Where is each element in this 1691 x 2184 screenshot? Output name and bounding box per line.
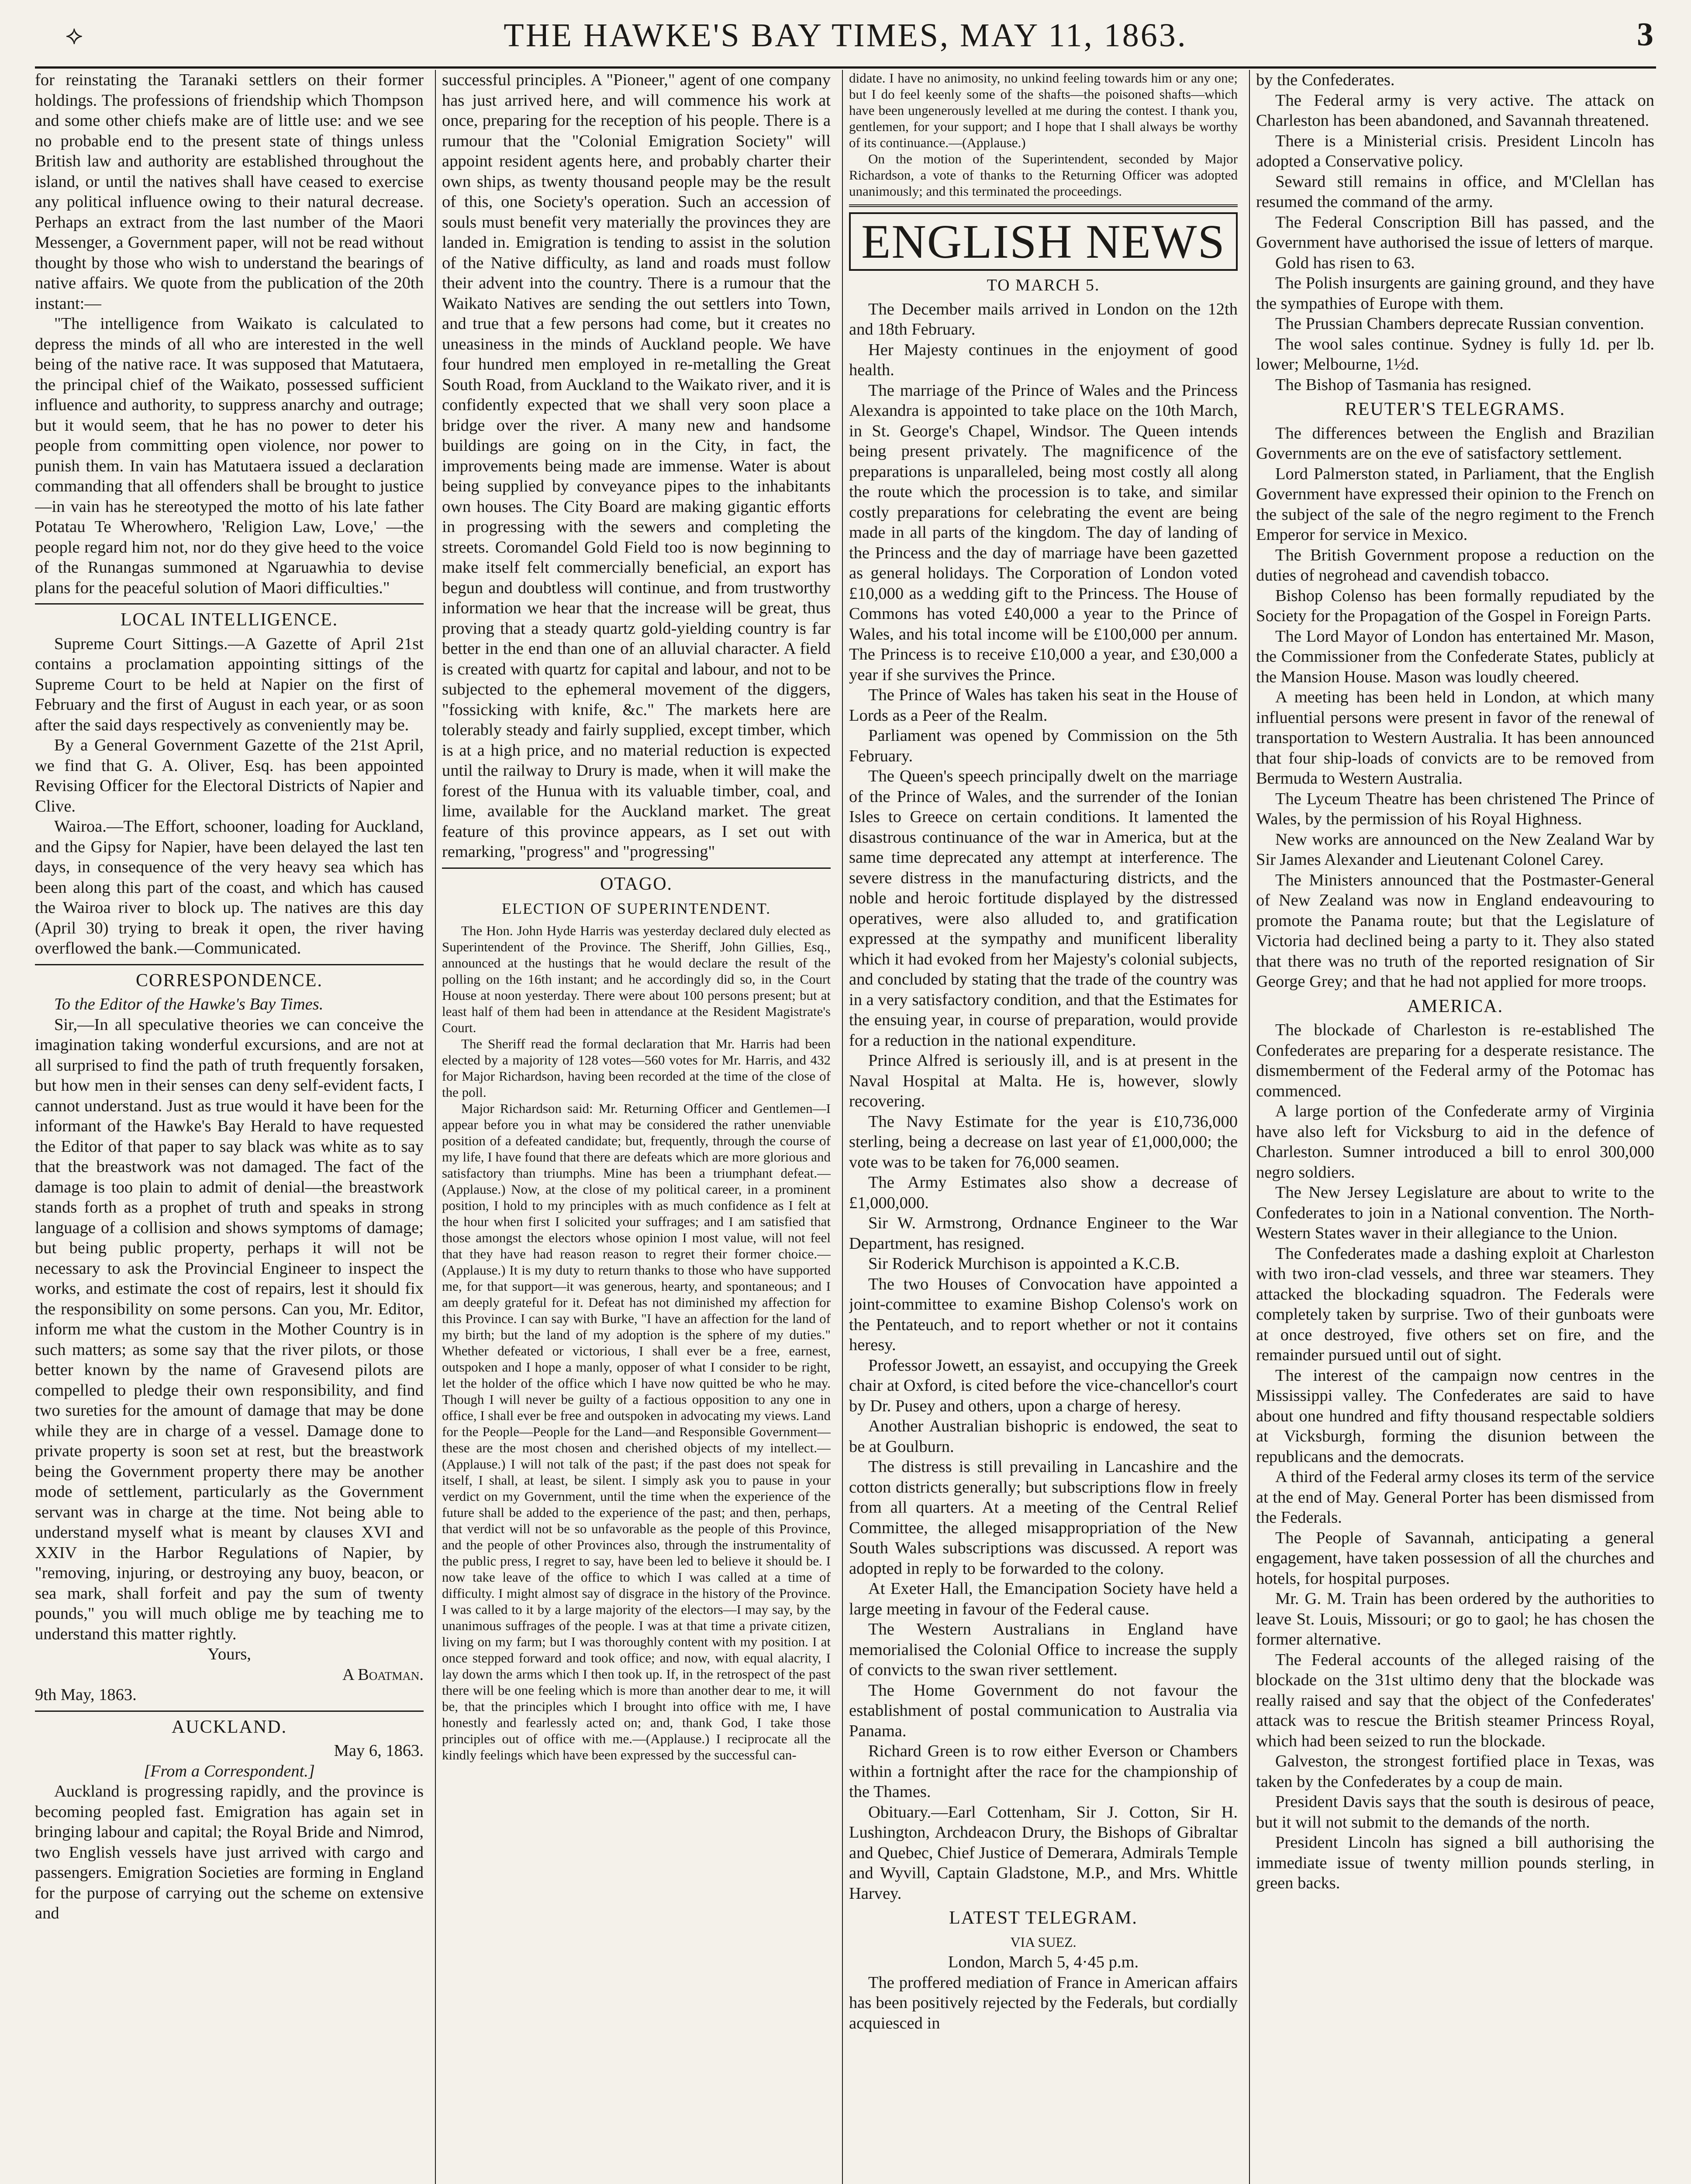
news-item: The marriage of the Prince of Wales and the Princess Alexandra is appointed to take place on the 10th March, in St. George's Chapel, Windsor. The Queen intends being present privately. The magnificence of the preparations is unparalleled, being most costly all along the route which the procession is to take, and similar costly preparations for celebrating the event are being made in all parts of the kingdom. The day of landing of the Princess and the day of marriage have been gazetted as general holidays. The Corporation of London voted £10,000 as a wedding gift to the Princess. The House of Commons has voted £40,000 a year to the Prince of Wales, and his total income will be £100,000 per annum. The Princess is to receive £10,000 a year, and £30,000 a year if she survives the Prince.	[849, 381, 1238, 684]
news-item: New works are announced on the New Zealand War by Sir James Alexander and Lieutenant Colonel Carey.	[1256, 830, 1654, 869]
divider	[442, 867, 831, 869]
column-rule	[1249, 70, 1250, 2184]
ornament-icon: ⟡	[66, 21, 83, 49]
news-item: The Prussian Chambers deprecate Russian convention.	[1275, 314, 1644, 333]
news-item: Parliament was opened by Commission on the 5th February.	[849, 726, 1238, 765]
news-item: Richard Green is to row either Everson or Chambers within a fortnight after the race for the championship of the Thames.	[849, 1742, 1238, 1801]
news-item: The Polish insurgents are gaining ground, and they have the sympathies of Europe with them.	[1256, 274, 1654, 313]
news-item: The New Jersey Legislature are about to write to the Confederates to join in a National convention. The North-Western States waver in their allegiance to the Union.	[1256, 1183, 1654, 1242]
news-item: Her Majesty continues in the enjoyment of good health.	[849, 340, 1238, 379]
news-item: The Ministers announced that the Postmaster-General of New Zealand was now in England endeavouring to promote the Panama route; but that the Legislature of Victoria had declined being a party to it. They also stated that there was no truth of the reported resignation of Sir George Grey; and that he had not applied for more troops.	[1256, 871, 1654, 991]
news-item: The Prince of Wales has taken his seat in the House of Lords as a Peer of the Realm.	[849, 686, 1238, 725]
news-item: Another Australian bishopric is endowed, the seat to be at Goulburn.	[849, 1417, 1238, 1456]
sub-heading-via: VIA SUEZ.	[1010, 1934, 1077, 1950]
section-heading-local: LOCAL INTELLIGENCE.	[120, 610, 338, 630]
news-item: Sir Roderick Murchison is appointed a K.C.B.	[868, 1254, 1180, 1273]
news-item: The Queen's speech principally dwelt on the marriage of the Prince of Wales, and the surrender of the Ionian Isles to Greece on certain conditions. It lamented the disastrous continuance of the war in America, but at the same time deprecated any attempt at interference. The severe distress in the manufacturing districts, and the noble and heroic fortitude displayed by the distressed operatives, were also alluded to, and gratification expressed at the sympathy and munificent liberality which it had evoked from her Majesty's colonial subjects, and concluded by stating that the trade of the country was in a very satisfactory condition, and that the Estimates for the ensuing year, in course of preparation, would provide for a reduction in the national expenditure.	[849, 767, 1238, 1050]
news-item: Professor Jowett, an essayist, and occupying the Greek chair at Oxford, is cited before the vice-chancellor's court by Dr. Pusey and others, upon a charge of heresy.	[849, 1356, 1238, 1415]
news-item: President Davis says that the south is desirous of peace, but it will not submit to the demands of the north.	[1256, 1793, 1654, 1832]
section-heading-english-news: ENGLISH NEWS	[849, 212, 1238, 271]
divider	[849, 204, 1238, 207]
news-item: The Confederates made a dashing exploit at Charleston with two iron-clad vessels, and three war steamers. They attacked the blockading squadron. The Federals were completely taken by surprise. Two of their gunboats were at once destroyed, five others set on fire, and the remainder pursued until out of sight.	[1256, 1244, 1654, 1364]
news-item: The wool sales continue. Sydney is fully 1d. per lb. lower; Melbourne, 1½d.	[1256, 335, 1654, 373]
page-title: THE HAWKE'S BAY TIMES, MAY 11, 1863.	[504, 17, 1187, 54]
byline: [From a Correspondent.]	[144, 1762, 315, 1780]
dateline: May 6, 1863.	[334, 1742, 424, 1760]
news-item: by the Confederates.	[1256, 71, 1395, 89]
news-item: President Lincoln has signed a bill authorising the immediate issue of twenty million pounds sterling, in green backs.	[1256, 1833, 1654, 1892]
news-item: The Western Australians in England have memorialised the Colonial Office to increase the supply of convicts to the swan river settlement.	[849, 1620, 1238, 1679]
news-item: The Army Estimates also show a decrease of £1,000,000.	[849, 1173, 1238, 1212]
letter-address: To the Editor of the Hawke's Bay Times.	[54, 995, 324, 1013]
column-rule	[435, 70, 436, 2184]
news-item: Wairoa.—The Effort, schooner, loading for Auckland, and the Gipsy for Napier, have been delayed the last ten days, in consequence of the very heavy sea which has been along this part of the coast, and which has caused the Wairoa river to block up. The natives are this day (April 30) trying to break it open, the river having overflowed the bank.—Communicated.	[35, 817, 424, 957]
sub-heading-election: ELECTION OF SUPERINTENDENT.	[501, 900, 771, 917]
news-item: The two Houses of Convocation have appointed a joint-committee to examine Bishop Colenso's work on the Pentateuch, and to report whether or not it contains heresy.	[849, 1275, 1238, 1354]
column-1	[35, 70, 424, 2184]
letter-signature: A Boatman.	[342, 1665, 424, 1684]
news-item: The distress is still prevailing in Lancashire and the cotton districts generally; but subscriptions flow in freely from all quarters. At a meeting of the Central Relief Committee, the alleged misappropriation of the New South Wales subscriptions was discussed. A report was adopted in reply to be forwarded to the colony.	[849, 1458, 1238, 1578]
news-item: Lord Palmerston stated, in Parliament, that the English Government have expressed their opinion to the French on the subject of the sale of the negro regiment to the French Emperor for service in Mexico.	[1256, 464, 1654, 544]
news-item: The Federal army is very active. The attack on Charleston has been abandoned, and Savannah threatened.	[1256, 91, 1654, 130]
news-item: Mr. G. M. Train has been ordered by the authorities to leave St. Louis, Missouri; or go to gaol; he has chosen the former alternative.	[1256, 1590, 1654, 1648]
news-item: A meeting has been held in London, at which many influential persons were present in favor of the renewal of transportation to Western Australia. It has been announced that four ship-loads of convicts are to be removed from Bermuda to Western Australia.	[1256, 688, 1654, 788]
news-item: The Hon. John Hyde Harris was yesterday declared duly elected as Superintendent of the Province. The Sheriff, John Gillies, Esq., announced at the hustings that he would declare the result of the polling on the 16th instant; and he accordingly did so, in the Court House at noon yesterday. There were about 100 persons present; but at least half of them had been in attendance at the Resident Magistrate's Court.	[442, 923, 831, 1035]
letter-body: Sir,—In all speculative theories we can conceive the imagination taking wonderful excursions, and are not at all surprised to find the path of truth frequently forsaken, but how men in their senses can deny self-evident facts, I cannot understand. Just as true would it have been for the informant of the Hawke's Bay Herald to have requested the Editor of that paper to say black was white as to say that the breastwork was not damaged. The fact of the damage is too plain to admit of denial—the breastwork stands forth as a prophet of truth and speaks in strong language of a collision and shows symptoms of damage; but being public property, perhaps it will not be necessary to ask the Provincial Engineer to inspect the works, and estimate the cost of repairs, lest it should fix the responsibility on some persons. Can you, Mr. Editor, inform me what the custom in the Mother Country is in such matters; as some say that the river pilots, or those better known by the name of Gravesend pilots are compelled to pledge their own responsibility, and find two sureties for the amount of damage that may be done while they are in charge of a vessel. Damage done to private property is soon set at rest, but the breastwork being the Government property there may be another mode of settlement, particularly as the Government servant was in charge at the time. Not being able to understand myself what is meant by clauses XVI and XXIV in the Harbor Regulations of Napier, by "removing, injuring, or destroying any buoy, beacon, or sea mark, shall forfeit and pay the sum of twenty pounds," you will much oblige me by teaching me to understand this matter rightly.	[35, 1015, 424, 1643]
masthead	[35, 14, 1656, 69]
dateline: London, March 5, 4·45 p.m.	[948, 1953, 1139, 1971]
column-4	[1256, 70, 1654, 2184]
news-item: Obituary.—Earl Cottenham, Sir J. Cotton, Sir H. Lushington, Archdeacon Drury, the Bishops of Gibraltar and Quebec, Chief Justice of Demerara, Admirals Temple and Wyvill, Captain Gladstone, M.P., and Mrs. Whittle Harvey.	[849, 1803, 1238, 1903]
section-heading-auckland: AUCKLAND.	[171, 1717, 287, 1737]
news-item: A third of the Federal army closes its term of the service at the end of May. General Porter has been dismissed from the Federals.	[1256, 1468, 1654, 1527]
news-item: Gold has risen to 63.	[1275, 253, 1415, 272]
news-item: Supreme Court Sittings.—A Gazette of April 21st contains a proclamation appointing sittings of the Supreme Court to be held at Napier on the first of February and the first of August in each year, or as soon after the said days respectively as conveniently may be.	[35, 634, 424, 734]
article-paragraph: Auckland is progressing rapidly, and the province is becoming peopled fast. Emigration has again set in bringing labour and capital; the Royal Bride and Nimrod, two English vessels have just arrived with cargo and passengers. Emigration Societies are forming in England for the purpose of carrying out the scheme on extensive and	[35, 1782, 424, 1922]
news-item: The Navy Estimate for the year is £10,736,000 sterling, being a decrease on last year of £1,000,000; the vote was to be taken for 76,000 seamen.	[849, 1112, 1238, 1171]
section-heading-correspondence: CORRESPONDENCE.	[136, 970, 323, 991]
news-item: The People of Savannah, anticipating a general engagement, have taken possession of all the churches and hotels, for hospital purposes.	[1256, 1528, 1654, 1588]
news-item: The British Government propose a reduction on the duties of negrohead and cavendish tobacco.	[1256, 546, 1654, 584]
news-item: The Lord Mayor of London has entertained Mr. Mason, the Commissioner from the Confederate States, publicly at the Mansion House. Mason was loudly cheered.	[1256, 627, 1654, 686]
news-item: The proffered mediation of France in American affairs has been positively rejected by the Federals, but cordially acquiesced in	[849, 1973, 1238, 2032]
letter-date: 9th May, 1863.	[35, 1686, 137, 1704]
section-heading-latest-telegram: LATEST TELEGRAM.	[949, 1908, 1138, 1928]
speech-paragraph: Major Richardson said: Mr. Returning Officer and Gentlemen—I appear before you in what may be considered the rather unenviable position of a defeated candidate; but, frequently, through the course of my life, I have found that there are defeats which are more glorious and satisfactory than triumphs. Mine has been a triumphant defeat.—(Applause.) Now, at the close of my political career, in a prominent position, I hold to my principles with as much confidence as I felt at the hour when first I solicited your suffrages; and I am satisfied that those amongst the electors whose opinion I most value, will not feel that they have had reason reason to regret their former choice.—(Applause.) It is my duty to return thanks to those who have supported me, for that support—it was generous, hearty, and spontaneous; and I am deeply grateful for it. Defeat has not diminished my affection for this Province. I can say with Burke, "I have an affection for the land of my birth; but the land of my adoption is the sphere of my duties." Whether defeated or victorious, I shall ever be a free, earnest, outspoken and I hope a manly, opposer of what I consider to be right, let the holder of the office which I have now quitted be who he may. Though I will never be guilty of a factious opposition to any one in office, I shall ever be free and outspoken in advocating my views. Land for the People—People for the Land—and Responsible Government—these are the most chosen and cherished objects of my intellect.—(Applause.) I will not talk of the past; if the past does not speak for itself, I shall, at least, be silent. I simply ask you to pause in your verdict on my Government, until the time when the experience of the future shall be added to the experience of the past; and then, perhaps, that verdict will not be so unfavorable as the people of this Province, and the people of other Provinces also, through the instrumentality of the public press, I regret to say, have been led to believe it should be. I now take leave of the office to which I was called at a time of difficulty. I might almost say of disgrace in the history of the Province. I was called to it by a large majority of the electors—I may say, by the unanimous suffrages of the people. I was at that time a private citizen, living on my farm; but I was thoroughly content with my position. I at once stepped forward and took office; and now, with equal alacrity, I lay down the arms which I then took up. If, in the retrospect of the past there will be one feeling which is more than another dear to me, it will be, that the principles which I brought into office with me, I have honestly and fearlessly acted on; and, thank God, I take those principles out of office with me.—(Applause.) I reciprocate all the kindly feelings which have been expressed by the successful can-	[442, 1100, 831, 1762]
news-item: At Exeter Hall, the Emancipation Society have held a large meeting in favour of the Federal cause.	[849, 1579, 1238, 1618]
letter-closing: Yours,	[207, 1645, 251, 1663]
news-item: The Home Government do not favour the establishment of postal communication to Australia via Panama.	[849, 1681, 1238, 1740]
section-heading-reuters: REUTER'S TELEGRAMS.	[1345, 399, 1566, 419]
news-item: The Federal Conscription Bill has passed, and the Government have authorised the issue of letters of marque.	[1256, 213, 1654, 252]
news-item: Seward still remains in office, and M'Clellan has resumed the command of the army.	[1256, 172, 1654, 211]
page-number: 3	[1637, 16, 1653, 53]
news-item: Sir W. Armstrong, Ordnance Engineer to the War Department, has resigned.	[849, 1214, 1238, 1253]
column-2	[442, 70, 831, 2184]
news-item: On the motion of the Superintendent, seconded by Major Richardson, a vote of thanks to the Returning Officer was adopted unanimously; and this terminated the proceedings.	[849, 151, 1238, 199]
column-rule	[842, 70, 843, 2184]
divider	[35, 1711, 424, 1712]
news-item: The Lyceum Theatre has been christened The Prince of Wales, by the permission of his Royal Highness.	[1256, 789, 1654, 828]
news-item: A large portion of the Confederate army of Virginia have also left for Vicksburg to aid in the defence of Charleston. Sumner introduced a bill to enrol 300,000 negro soldiers.	[1256, 1102, 1654, 1182]
article-paragraph: successful principles. A "Pioneer," agent of one company has just arrived here, and will commence his work at once, preparing for the reception of his people. There is a rumour that the "Colonial Emigration Society" will appoint resident agents here, and probably charter their own ships, as twenty thousand people may be the result of this, one Society's operation. Such an accession of souls must benefit very materially the provinces they are landed in. Emigration is tending to assist in the solution of the Native difficulty, as land and roads must follow their advent into the country. There is a rumour that the Waikato Natives are sending the out settlers into Town, and true that a few persons had come, but it creates no uneasiness in the minds of Auckland people. We have four hundred men employed in re-metalling the Great South Road, from Auckland to the Waikato river, and it is confidently expected that we shall very soon place a bridge over the river. A many new and handsome buildings are going on in the City, in fact, the improvements being made are immense. Water is about being supplied by conveyance pipes to the inhabitants own houses. The City Board are making gigantic efforts in progressing with the sewers and completing the streets. Coromandel Gold Field too is now beginning to make itself felt commercially beneficial, an export has begun and doubtless will continue, and from trustworthy information we hear that the increase will be great, thus proving that a steady quartz gold-yielding country is far better in the end than one of an alluvial character. A field is created with quartz for capital and labour, and not to be subjected to the ephemeral movement of the diggers, "fossicking with knife, &c." The markets here are tolerably steady and fairly supplied, except timber, which is at a high price, and no material reduction is expected until the railway to Drury is made, when it will make the forest of the Hunua with its valuable timber, coal, and lime, available for the Auckland market. The great feature of this province appears, as I set out with remarking, "progress" and "progressing"	[442, 71, 831, 861]
quoted-paragraph: "The intelligence from Waikato is calculated to depress the minds of all who are interested in the well being of the native race. It was supposed that Matutaera, the principal chief of the Waikato, possessed sufficient influence and authority, to suppress anarchy and outrage; but it would seem, that he has no power to deter his people from committing open violence, nor power to punish them. In vain has Matutaera issued a declaration commanding that all offenders shall be brought to justice—in vain has he stereotyped the motto of his late father Potatau Te Wherowhero, 'Religion Law, Love,' —the people regard him not, nor do they give heed to the voice of the Runangas summoned at Ngaruawhia to devise plans for the peaceful solution of Maori difficulties."	[35, 314, 424, 597]
news-item: The interest of the campaign now centres in the Mississippi valley. The Confederates are said to have about one hundred and fifty thousand respectable soldiers at Vicksburgh, forming the disunion between the republicans and the democrats.	[1256, 1366, 1654, 1466]
speech-paragraph: didate. I have no animosity, no unkind feeling towards him or any one; but I do feel keenly some of the shafts—the poisoned shafts—which have been ungenerously levelled at me during the contest. I thank you, gentlemen, for your support; and I hope that I shall always be worthy of its continuance.—(Applause.)	[849, 70, 1238, 150]
news-item: The Sheriff read the formal declaration that Mr. Harris had been elected by a majority of 128 votes—560 votes for Mr. Harris, and 432 for Major Richardson, having been recorded at the time of the close of the poll.	[442, 1036, 831, 1100]
section-heading-otago: OTAGO.	[600, 874, 673, 894]
news-item: Galveston, the strongest fortified place in Texas, was taken by the Confederates by a coup de main.	[1256, 1752, 1654, 1791]
news-item: Prince Alfred is seriously ill, and is at present in the Naval Hospital at Malta. He is, however, slowly recovering.	[849, 1051, 1238, 1110]
news-item: The Federal accounts of the alleged raising of the blockade on the 31st ultimo deny that the blockade was really raised and say that the object of the Confederates' attack was to rescue the British steamer Princess Royal, which had been seized to run the blockade.	[1256, 1650, 1654, 1750]
news-item: The Bishop of Tasmania has resigned.	[1275, 375, 1532, 394]
news-item: The blockade of Charleston is re-established The Confederates are preparing for a desperate resistance. The dismemberment of the Federal army of the Potomac has commenced.	[1256, 1021, 1654, 1100]
section-heading-america: AMERICA.	[1407, 996, 1504, 1016]
news-item: The differences between the English and Brazilian Governments are on the eve of satisfactory settlement.	[1256, 424, 1654, 463]
news-item: There is a Ministerial crisis. President Lincoln has adopted a Conservative policy.	[1256, 131, 1654, 170]
sub-heading-date: TO MARCH 5.	[987, 276, 1100, 294]
news-item: The December mails arrived in London on the 12th and 18th February.	[849, 300, 1238, 339]
divider	[35, 603, 424, 605]
divider	[35, 964, 424, 965]
article-paragraph: for reinstating the Taranaki settlers on their former holdings. The professions of friendship which Thompson and some other chiefs make are of little use: and we see no probable end to the present state of things unless British law and authority are established throughout the island, or until the natives shall have ceased to exercise any political influence owing to their natural decrease. Perhaps an extract from the last number of the Maori Messenger, a Government paper, will not be read without thought by those who wish to understand the bearings of native affairs. We quote from the publication of the 20th instant:—	[35, 71, 424, 313]
column-3	[849, 70, 1238, 2184]
news-item: Bishop Colenso has been formally repudiated by the Society for the Propagation of the Gospel in Foreign Parts.	[1256, 586, 1654, 625]
news-item: By a General Government Gazette of the 21st April, we find that G. A. Oliver, Esq. has been appointed Revising Officer for the Electoral Districts of Napier and Clive.	[35, 736, 424, 816]
